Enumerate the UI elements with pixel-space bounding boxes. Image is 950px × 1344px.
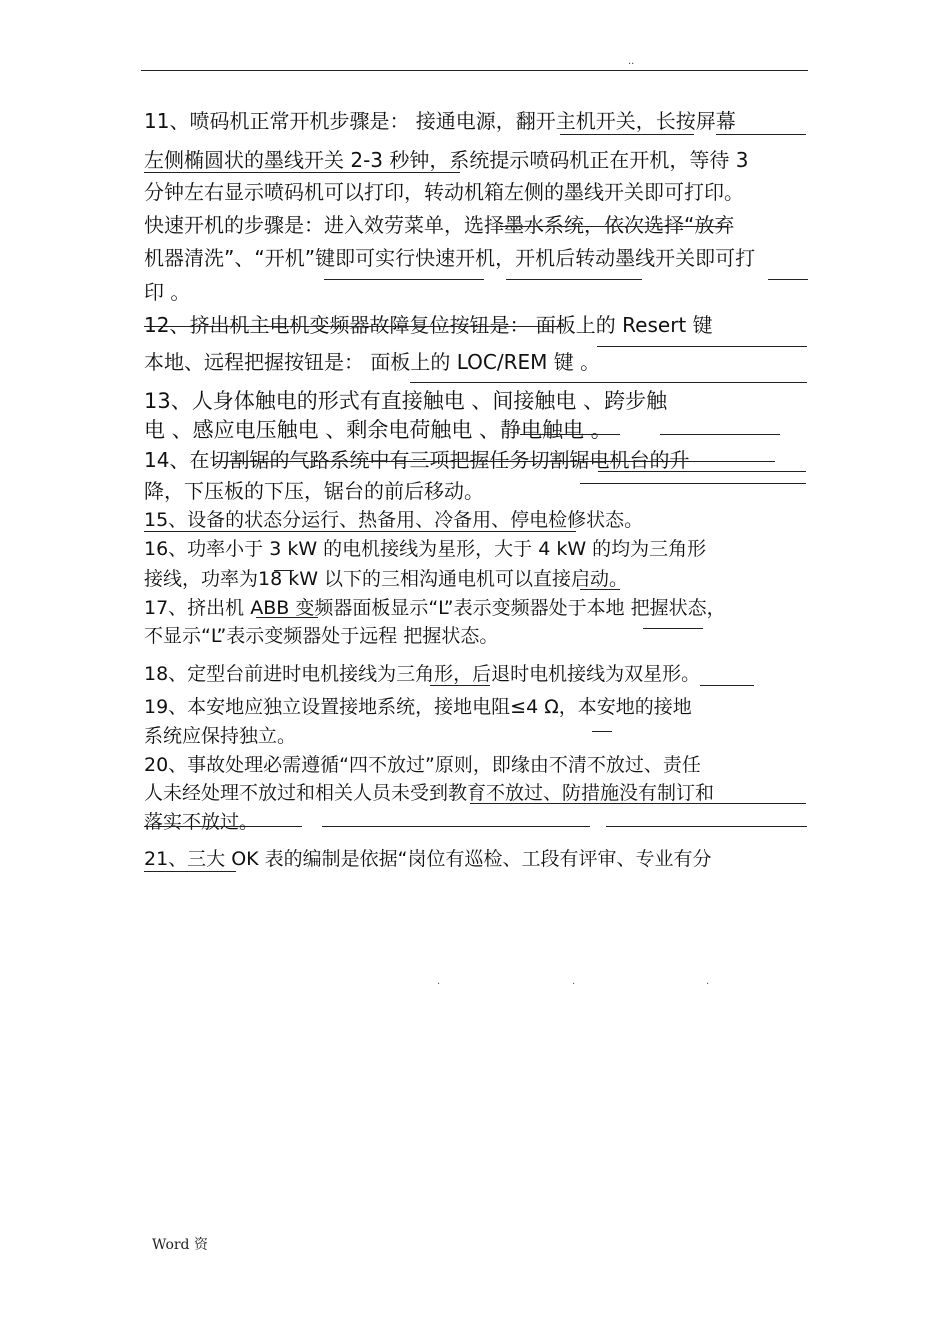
text-line: 17、挤出机 ABB 变频器面板显示“L”表示变频器处于本地 把握状态， (144, 597, 726, 619)
text-line: 21、三大 OK 表的编制是依据“岗位有巡检、工段有评审、专业有分 (144, 848, 712, 870)
blank-underline (144, 871, 236, 872)
strike-line (520, 434, 620, 435)
blank-underline (643, 628, 703, 629)
strike-line (660, 434, 780, 435)
text-line: 落实不放过。 (144, 811, 259, 833)
text-line: 20、事故处理必需遵循“四不放过”原则，即缘由不清不放过、责任 (144, 754, 701, 776)
blank-underline (322, 826, 590, 827)
blank-underline (650, 382, 807, 383)
text-line: 14、在切割锯的气路系统中有三项把握任务切割锯电机台的升 (144, 448, 690, 472)
page-dot: . (437, 976, 441, 987)
blank-underline (410, 382, 650, 383)
text-line: 机器清洗”、“开机”键即可实行快速开机，开机后转动墨线开关即可打 (144, 246, 756, 270)
blank-underline (580, 483, 806, 484)
text-line: 12、挤出机主电机变频器故障复位按钮是： 面板上的 Resert 键 (144, 313, 713, 337)
text-line: 19、本安地应独立设置接地系统，接地电阻≤4 Ω，本安地的接地 (144, 696, 692, 718)
text-line: 人未经处理不放过和相关人员未受到教育不放过、防措施没有制订和 (144, 782, 715, 804)
blank-underline (506, 279, 642, 280)
text-line: 15、设备的状态分运行、热备用、冷备用、停电检修状态。 (144, 509, 644, 531)
text-line: 左侧椭圆状的墨线开关 2-3 秒钟，系统提示喷码机正在开机，等待 3 (144, 148, 749, 172)
blank-underline (580, 589, 620, 590)
text-line: 电 、感应电压触电 、剩余电荷触电 、静电触电 。 (144, 418, 612, 442)
footer-text: Word 资 (152, 1237, 208, 1253)
text-line: 快速开机的步骤是：进入效劳菜单，选择墨水系统，依次选择“放弃 (144, 213, 735, 237)
blank-underline (430, 685, 490, 686)
text-line: 13、人身体触电的形式有直接触电 、间接触电 、跨步触 (144, 389, 668, 413)
strike-line (215, 461, 775, 462)
text-line: 不显示“L”表示变频器处于远程 把握状态。 (144, 625, 499, 647)
blank-underline (144, 826, 302, 827)
text-line: 18、定型台前进时电机接线为三角形，后退时电机接线为双星形。 (144, 663, 701, 685)
text-line: 印 。 (144, 280, 191, 304)
blank-underline (598, 471, 806, 472)
blank-underline (716, 134, 806, 135)
blank-underline (592, 731, 612, 732)
page-dot: . (706, 976, 710, 987)
header-rule (141, 70, 808, 71)
strike-line (144, 326, 564, 327)
text-line: 接线，功率为18 kW 以下的三相沟通电机可以直接启动。 (144, 568, 629, 590)
header-mark: .. (628, 56, 635, 67)
blank-underline (256, 617, 318, 618)
blank-underline (324, 279, 484, 280)
text-line: 降，下压板的下压，锯台的前后移动。 (144, 479, 484, 503)
blank-underline (274, 570, 294, 571)
text-line: 系统应保持独立。 (144, 725, 297, 747)
page-dot: . (572, 976, 576, 987)
text-line: 16、功率小于 3 kW 的电机接线为星形，大于 4 kW 的均为三角形 (144, 538, 707, 560)
blank-underline (597, 346, 807, 347)
blank-underline (560, 134, 694, 135)
strike-line (500, 226, 728, 227)
blank-underline (768, 279, 808, 280)
text-line: 分钟左右显示喷码机可以打印，转动机箱左侧的墨线开关即可打印。 (144, 180, 744, 204)
text-line: 本地、远程把握按钮是： 面板上的 LOC/REM 键 。 (144, 350, 601, 374)
text-line: 11、喷码机正常开机步骤是： 接通电源，翻开主机开关，长按屏幕 (144, 109, 736, 133)
blank-underline (700, 685, 754, 686)
blank-underline (606, 826, 807, 827)
blank-underline (144, 172, 460, 173)
strike-line (144, 531, 576, 532)
strike-line (470, 803, 806, 804)
